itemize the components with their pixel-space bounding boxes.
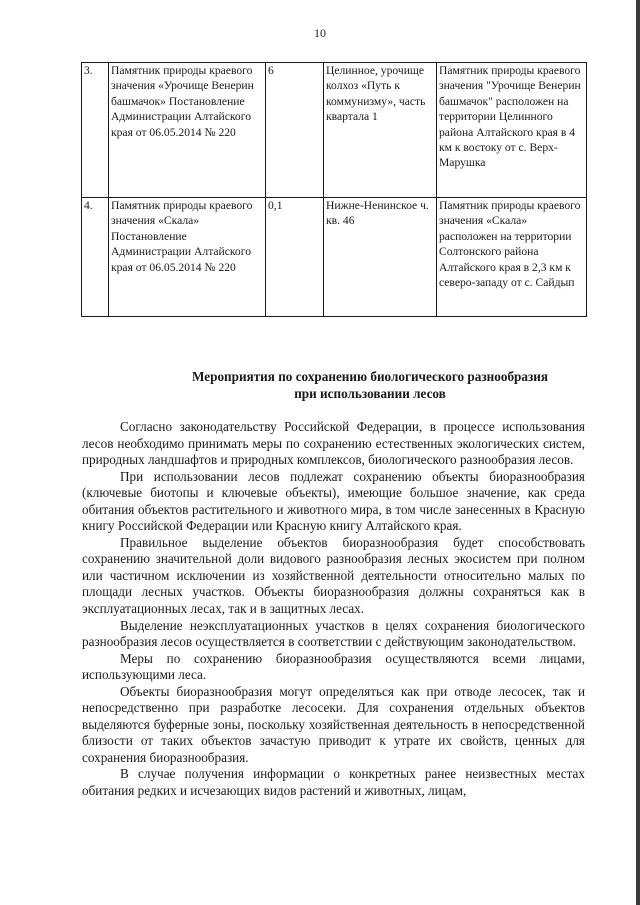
section-heading-line: Мероприятия по сохранению биологического разнообразия [191, 369, 548, 384]
page-number: 10 [314, 26, 326, 40]
description-cell: Памятник природы краевого значения «Скала» расположен на территории Солтонского района Алтайского края в 2,3 км к северо-западу от с. Сайдып [437, 198, 587, 317]
section-heading [0, 369, 640, 402]
paragraph: При использовании лесов подлежат сохранению объекты биоразнообразия (ключевые биотопы и ключевые объекты), имеющие большое значение, как среда обитания объектов растительного и животного мира, в том числе занесенных в Красную книгу Российской Федерации или Красную книгу Алтайского края. [82, 468, 585, 534]
paragraph: Правильное выделение объектов биоразнообразия будет способствовать сохранению значительной доли видового разнообразия лесных экосистем при полном или частичном исключении из хозяйственной деятельности относительно малых по площади лесных участков. Объекты биоразнообразия должны сохраняться как в эксплуатационных лесах, так и в защитных лесах. [82, 534, 585, 617]
location-cell: Целинное, урочище колхоз «Путь к коммунизму», часть квартала 1 [324, 63, 437, 198]
row-number-cell: 4. [82, 198, 109, 317]
table-row [82, 63, 587, 198]
paragraph: Выделение неэксплуатационных участков в целях сохранения биологического разнообразия лесов осуществляется в соответствии с действующим законодательством. [82, 617, 585, 650]
paragraph: Меры по сохранению биоразнообразия осуществляются всеми лицами, использующими леса. [82, 650, 585, 683]
row-number-cell: 3. [82, 63, 109, 198]
paragraph: Согласно законодательству Российской Федерации, в процессе использования лесов необходимо принимать меры по сохранению естественных экологических систем, природных ландшафтов и природных комплексов, биологического разнообразия лесов. [82, 419, 585, 468]
scan-edge [636, 0, 640, 905]
paragraph: В случае получения информации о конкретных ранее неизвестных местах обитания редких и исчезающих видов растений и животных, лицам, [82, 766, 585, 799]
area-cell: 6 [266, 63, 324, 198]
monument-name-cell: Памятник природы краевого значения «Скала» Постановление Администрации Алтайского края от 06.05.2014 № 220 [109, 198, 266, 317]
section-heading-line: при использовании лесов [294, 385, 446, 401]
area-cell: 0,1 [266, 198, 324, 317]
description-cell: Памятник природы краевого значения "Урочище Венерин башмачок" расположен на территории Целинного района Алтайского края в 4 км к востоку от с. Верх-Марушка [437, 63, 587, 198]
monument-name-cell: Памятник природы краевого значения «Урочище Венерин башмачок» Постановление Администрации Алтайского края от 06.05.2014 № 220 [109, 63, 266, 198]
paragraph: Объекты биоразнообразия могут определяться как при отводе лесосек, так и непосредственно при разработке лесосеки. Для сохранения отдельных объектов выделяются буферные зоны, поскольку хозяйственная деятельность в непосредственной близости от таких объектов зачастую приводит к утрате их свойств, ценных для сохранения биоразнообразия. [82, 683, 585, 765]
natural-monuments-table [81, 62, 587, 317]
body-text [82, 419, 585, 800]
location-cell: Нижне-Ненинское ч. кв. 46 [324, 198, 437, 317]
table-row [82, 198, 587, 317]
